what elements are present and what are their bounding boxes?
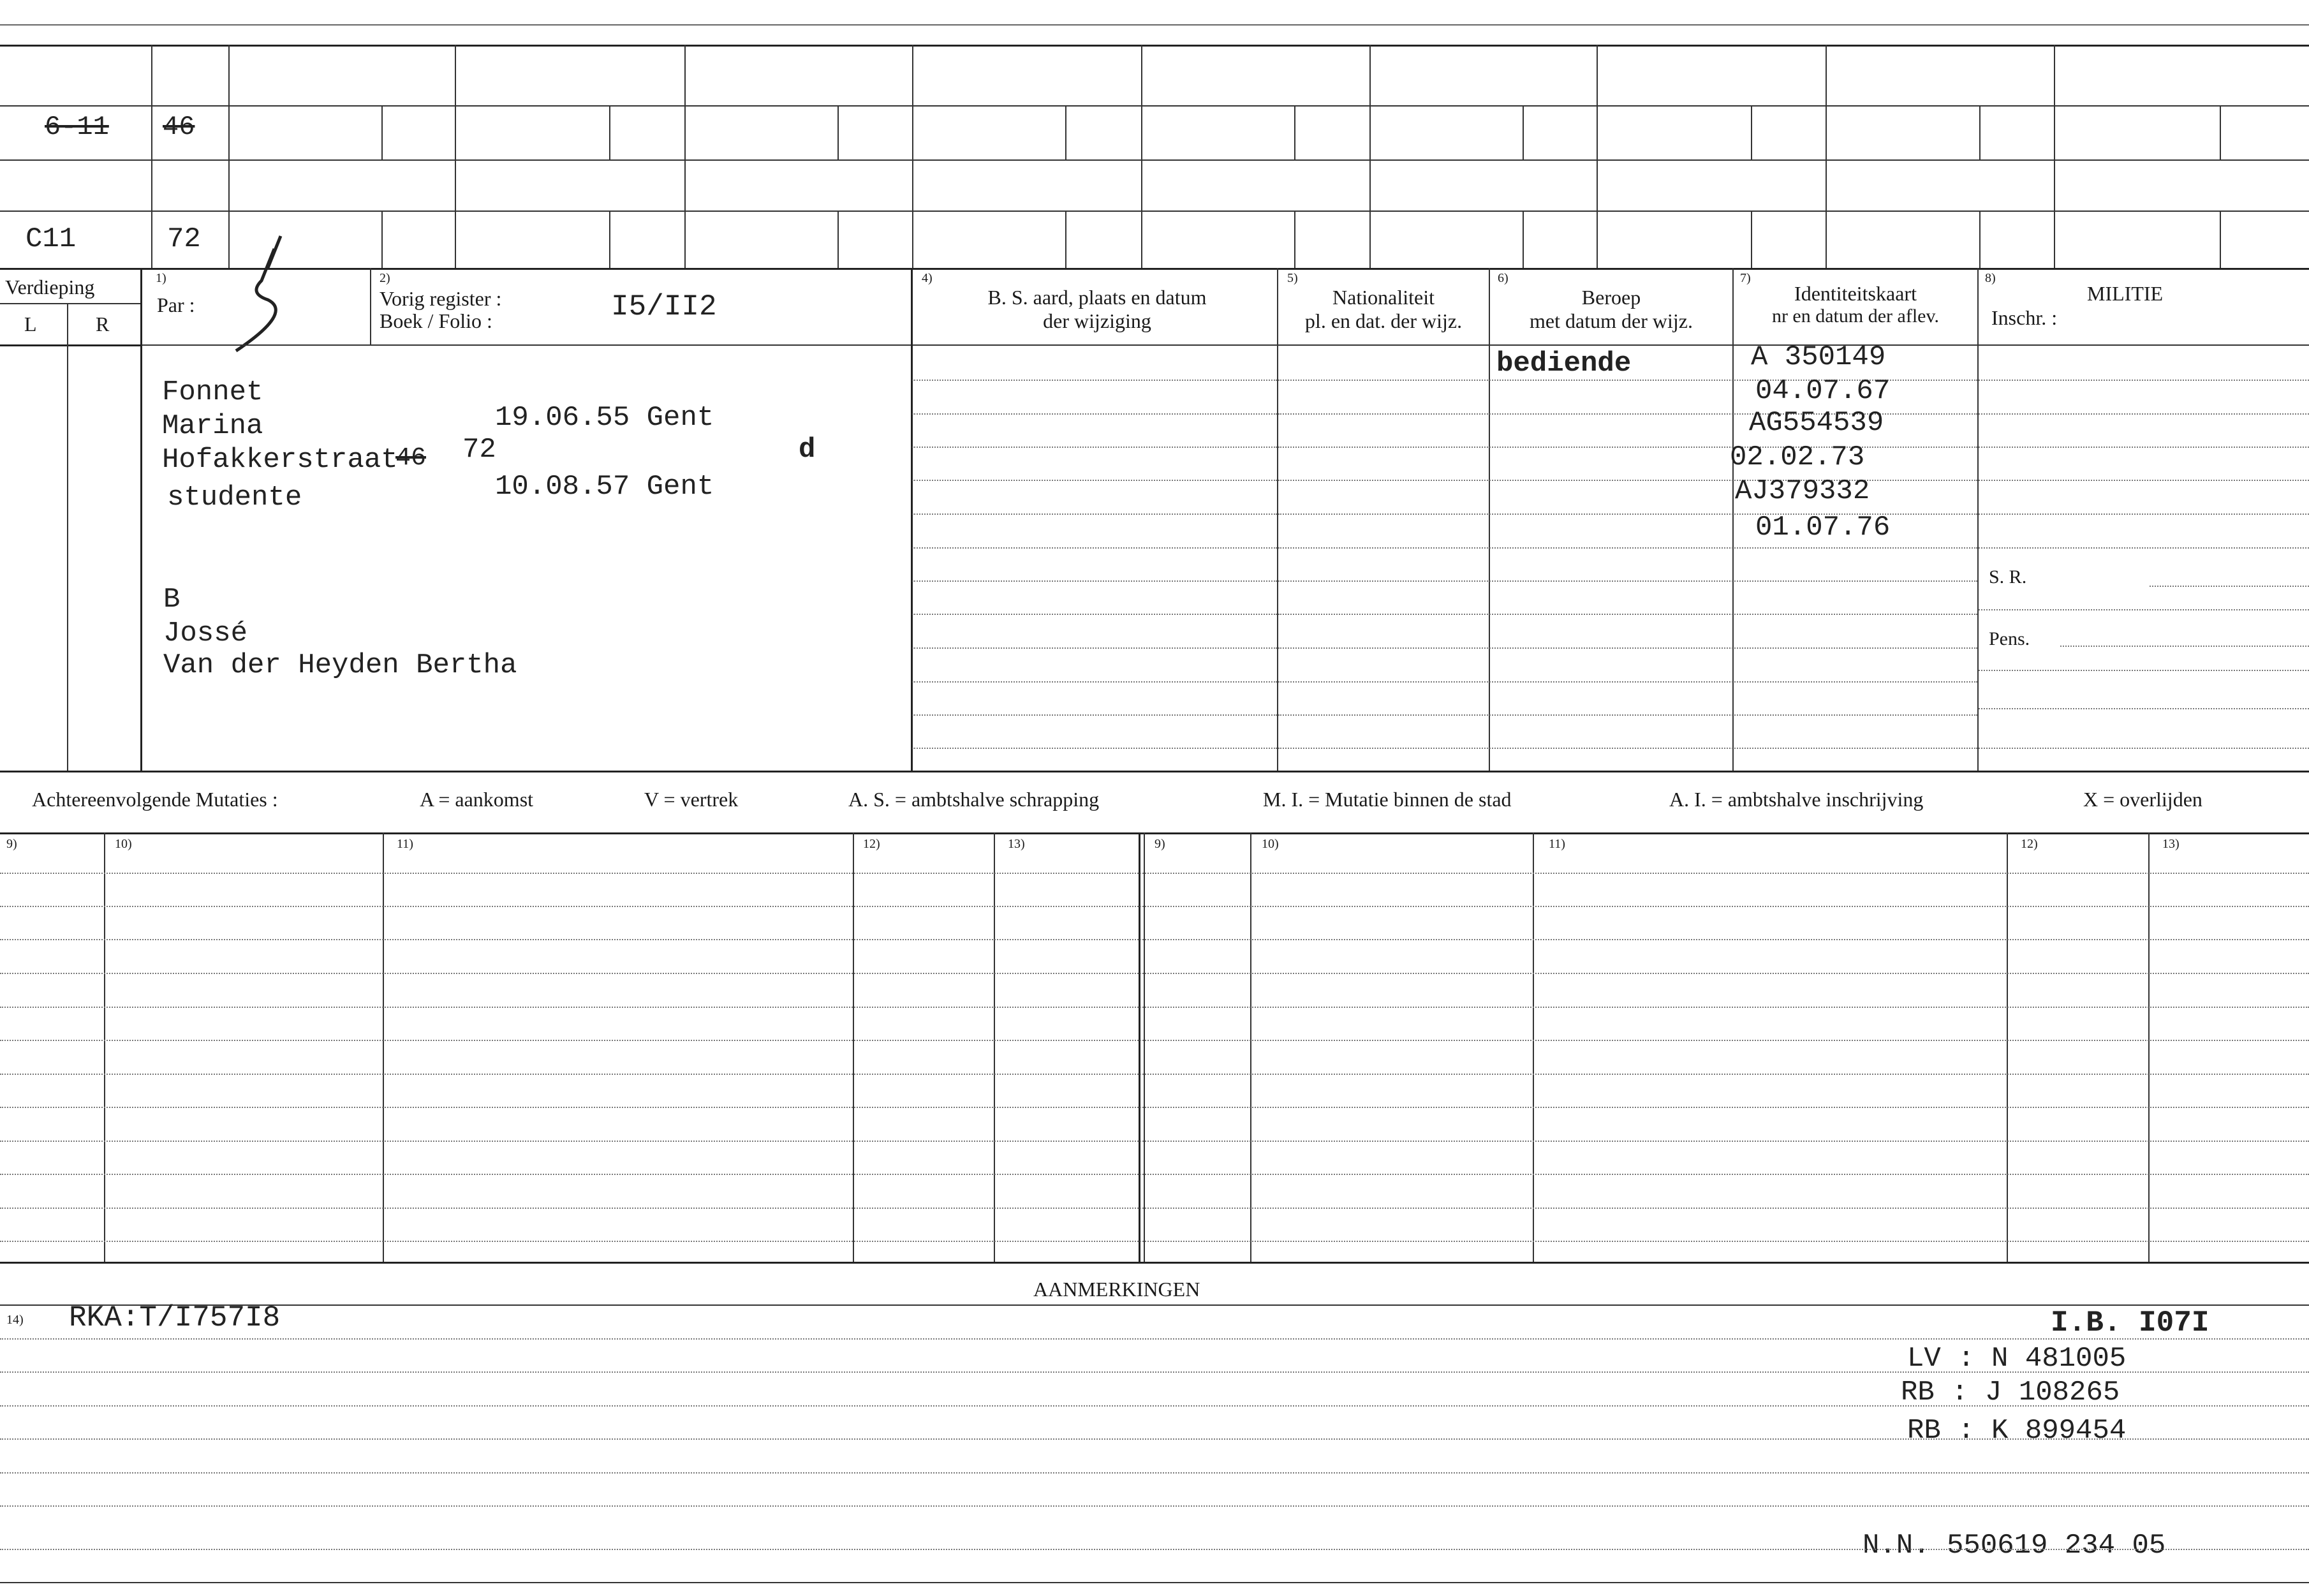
nationaliteit-header-line1: Nationaliteit xyxy=(1332,286,1435,309)
beroep-value: bediende xyxy=(1496,348,1632,380)
sr-label: S. R. xyxy=(1989,566,2027,587)
street: Hofakkerstraat xyxy=(162,444,398,476)
legend-mutatie: M. I. = Mutatie binnen de stad xyxy=(1263,788,1512,811)
col-13-left: 13) xyxy=(1008,837,1025,851)
rka-reference: RKA:T/I757I8 xyxy=(69,1301,281,1334)
aanmerkingen-title: AANMERKINGEN xyxy=(1033,1278,1200,1301)
verdieping-label: Verdieping xyxy=(5,276,95,299)
col-11-right: 11) xyxy=(1549,837,1565,851)
rb-number-2: RB : K 899454 xyxy=(1907,1415,2127,1447)
boek-folio-label: Boek / Folio : xyxy=(380,309,492,332)
field-8-number: 8) xyxy=(1985,271,1996,285)
col-12-right: 12) xyxy=(2021,837,2038,851)
new-street-number: 72 xyxy=(462,434,496,466)
militie-label: MILITIE xyxy=(2087,282,2164,305)
beroep-header-line2: met datum der wijz. xyxy=(1530,309,1693,332)
floor-code: C11 xyxy=(26,223,77,255)
birth-date-place: 19.06.55 Gent xyxy=(495,402,714,434)
legend-aankomst: A = aankomst xyxy=(420,788,534,811)
col-11-left: 11) xyxy=(397,837,413,851)
id-header-line1: Identiteitskaart xyxy=(1794,282,1917,305)
col-10-right: 10) xyxy=(1262,837,1279,851)
old-floor-code: 6-11 xyxy=(45,112,109,142)
id-header xyxy=(1734,282,1977,327)
beroep-header xyxy=(1490,286,1732,333)
id-card-1: A 350149 xyxy=(1751,341,1886,373)
inschr-label: Inschr. : xyxy=(1991,306,2058,329)
nationaliteit-header xyxy=(1278,286,1489,333)
bs-header-line1: B. S. aard, plaats en datum xyxy=(987,286,1207,309)
col-9-left: 9) xyxy=(6,837,17,851)
legend-vertrek: V = vertrek xyxy=(644,788,739,811)
old-house-number: 46 xyxy=(163,112,195,142)
house-number: 72 xyxy=(167,223,201,255)
ib-reference: I.B. I07I xyxy=(2051,1306,2209,1340)
id-card-3-date: 01.07.76 xyxy=(1755,512,1891,543)
parent-marker: B xyxy=(163,584,181,616)
bs-header xyxy=(918,286,1276,333)
register-value: I5/II2 xyxy=(611,290,717,323)
vorig-register-label: Vorig register : xyxy=(380,287,502,310)
occupation: studente xyxy=(167,482,302,514)
mutaties-title: Achtereenvolgende Mutaties : xyxy=(32,788,278,811)
id-card-2-date: 02.02.73 xyxy=(1730,441,1865,473)
national-number: N.N. 550619 234 05 xyxy=(1863,1530,2166,1562)
col-13-right: 13) xyxy=(2162,837,2180,851)
father-name: Jossé xyxy=(163,617,248,649)
bs-header-line2: der wijziging xyxy=(1043,309,1151,332)
col-12-left: 12) xyxy=(863,837,880,851)
nationaliteit-header-line2: pl. en dat. der wijz. xyxy=(1304,309,1463,332)
l-label: L xyxy=(24,313,37,336)
first-name: Marina xyxy=(162,410,263,442)
pen-mark-icon xyxy=(223,230,300,357)
id-card-3: AJ379332 xyxy=(1735,475,1870,507)
col-9-right: 9) xyxy=(1154,837,1165,851)
field-1-number: 1) xyxy=(156,271,166,285)
legend-overlijden: X = overlijden xyxy=(2083,788,2202,811)
legend-schrapping: A. S. = ambtshalve schrapping xyxy=(848,788,1100,811)
field-14-number: 14) xyxy=(6,1313,24,1327)
id-header-line2: nr en datum der aflev. xyxy=(1771,306,1940,327)
mother-name: Van der Heyden Bertha xyxy=(163,649,517,681)
lv-number: LV : N 481005 xyxy=(1907,1343,2127,1375)
legend-inschrijving: A. I. = ambtshalve inschrijving xyxy=(1669,788,1924,811)
rb-number-1: RB : J 108265 xyxy=(1901,1377,2120,1408)
old-street-number: 46 xyxy=(395,444,427,473)
field-4-number: 4) xyxy=(922,271,933,285)
id-card-1-date: 04.07.67 xyxy=(1755,375,1891,407)
field-6-number: 6) xyxy=(1498,271,1509,285)
r-label: R xyxy=(96,313,110,336)
beroep-header-line1: Beroep xyxy=(1581,286,1641,309)
col-10-left: 10) xyxy=(115,837,132,851)
id-card-2: AG554539 xyxy=(1749,407,1884,439)
pens-label: Pens. xyxy=(1989,628,2030,649)
par-label: Par : xyxy=(157,293,195,316)
marker-d: d xyxy=(799,434,816,466)
field-5-number: 5) xyxy=(1287,271,1298,285)
second-date-place: 10.08.57 Gent xyxy=(495,471,714,503)
field-2-number: 2) xyxy=(380,271,390,285)
field-7-number: 7) xyxy=(1740,271,1751,285)
surname: Fonnet xyxy=(162,376,263,408)
